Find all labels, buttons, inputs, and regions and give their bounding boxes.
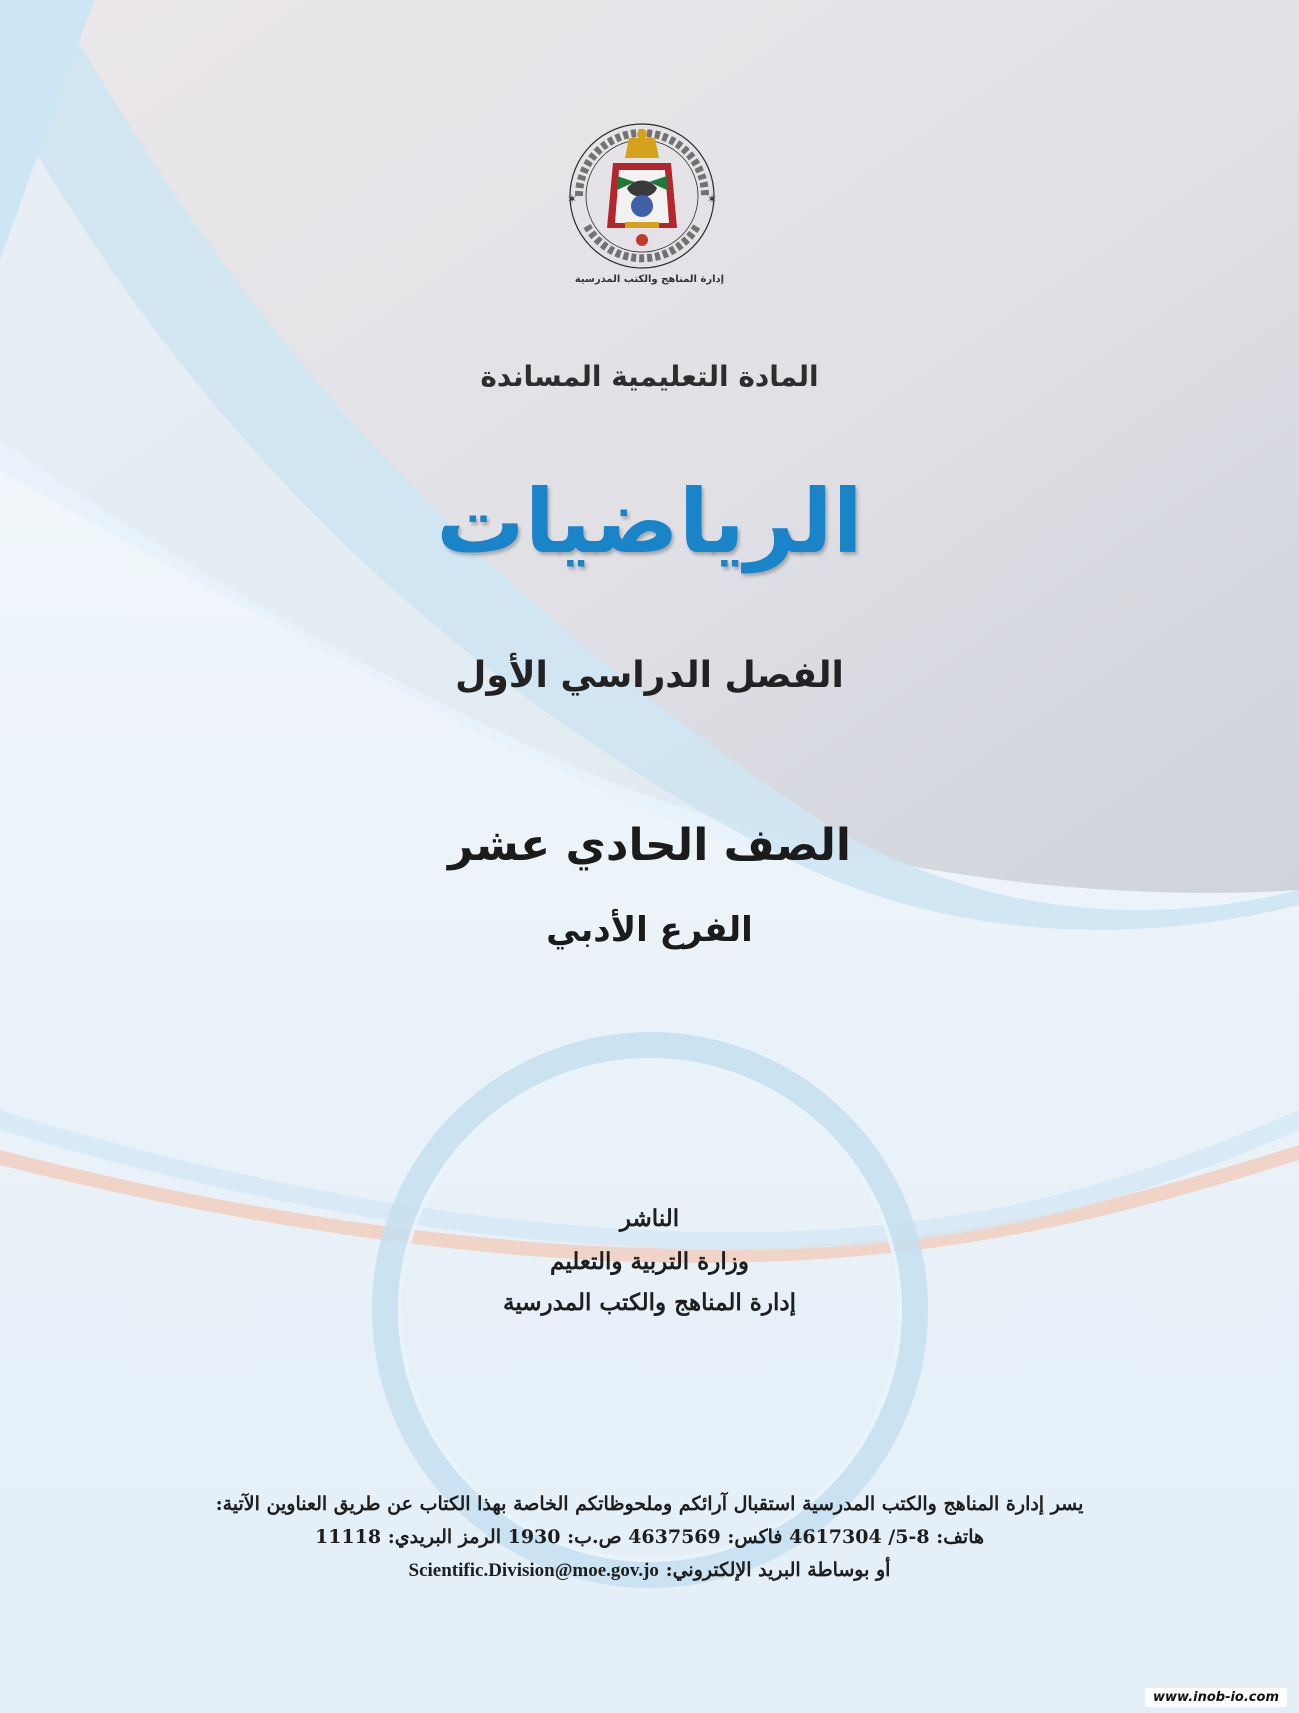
cover-grade: الصف الحادي عشر [448,820,851,871]
contact-email-prefix: أو بوساطة البريد الإلكتروني: [665,1559,891,1581]
cover-title: الرياضيات [436,470,863,573]
ministry-emblem [555,108,730,293]
cover-subtitle: المادة التعليمية المساندة [480,360,819,393]
svg-text:✶: ✶ [707,192,718,206]
cover-branch: الفرع الأدبي [546,910,753,950]
svg-text:✶: ✶ [567,192,578,206]
publisher-ministry: وزارة التربية والتعليم [550,1248,749,1275]
cover-semester: الفصل الدراسي الأول [455,655,844,696]
publisher-label: الناشر [619,1205,680,1232]
site-watermark: www.inob-io.com [1145,1688,1287,1707]
contact-email-line [0,1559,1299,1582]
contact-intro: يسر إدارة المناهج والكتب المدرسية استقبال آرائكم وملحوظاتكم الخاصة بهذا الكتاب عن طريق العناوين الآتية: [215,1493,1084,1515]
contact-phones: هاتف: 8-5/ 4617304 فاكس: 4637569 ص.ب: 1930 الرمز البريدي: 11118 [314,1526,985,1548]
emblem-caption: إدارة المناهج والكتب المدرسية [574,274,725,285]
publisher-department: إدارة المناهج والكتب المدرسية [503,1289,796,1316]
contact-email: Scientific.Division@moe.gov.jo [408,1560,659,1581]
